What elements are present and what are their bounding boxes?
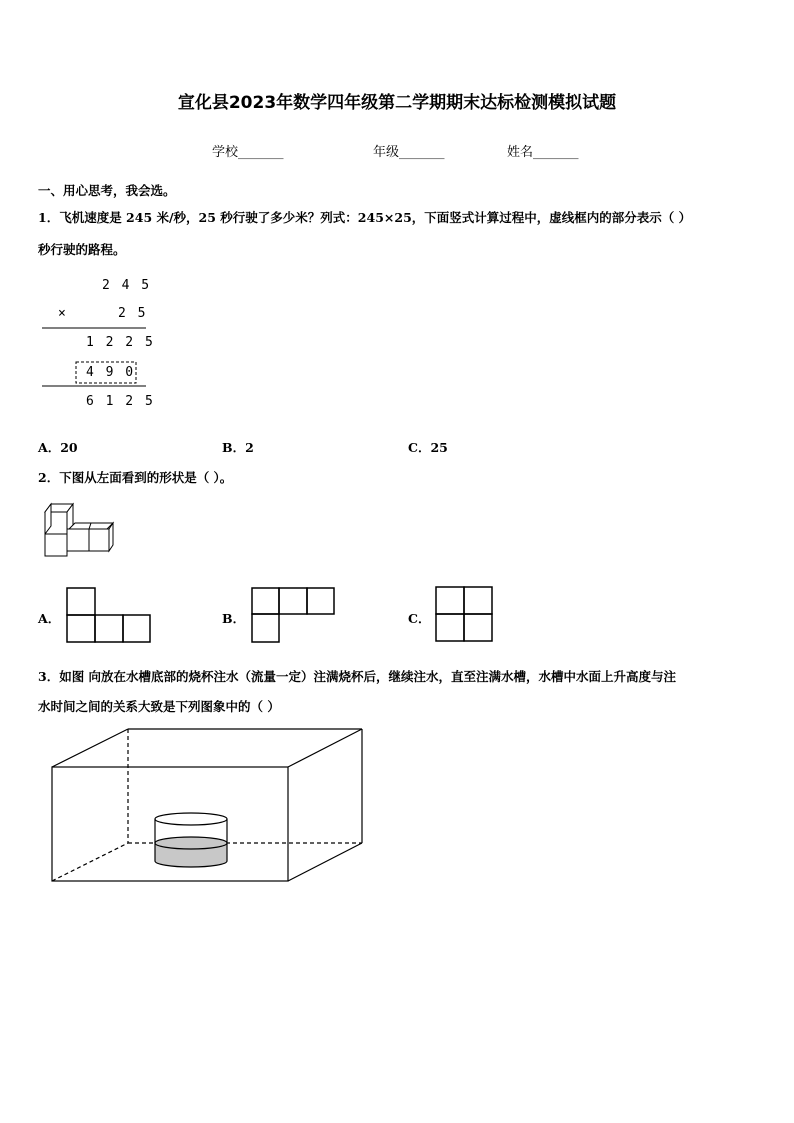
q3-text-line1: 3．如图 向放在水槽底部的烧杯注水（流量一定）注满烧杯后，继续注水，直至注满水槽，水槽中水面上升高度与注 (38, 669, 677, 684)
final-product: 6 1 2 5 (86, 394, 155, 409)
section-heading: 一、用心思考，我会选。 (38, 183, 176, 198)
q1-option-b[interactable]: B．2 (222, 440, 254, 455)
name-field: 姓名_______ (507, 145, 579, 160)
q2-option-c[interactable]: C． (408, 611, 431, 626)
q1-text-line2: 秒行驶的路程。 (38, 242, 126, 257)
q1-text-line1: 1．飞机速度是 245 米/秒，25 秒行驶了多少米？列式：245×25，下面竖式计算过程中，虚线框内的部分表示（ ） (38, 210, 692, 225)
times-sign: × (58, 306, 68, 321)
q2-option-a[interactable]: A． (38, 611, 61, 626)
q1-option-c[interactable]: C．25 (408, 440, 448, 455)
q3-text-line2: 水时间之间的关系大致是下列图象中的（ ） (38, 699, 280, 714)
grade-field: 年级_______ (373, 145, 445, 160)
school-field: 学校_______ (212, 145, 284, 160)
q2-text: 2．下图从左面看到的形状是（ ）。 (38, 470, 233, 485)
multiplicand: 2 4 5 (102, 278, 152, 293)
q1-option-a[interactable]: A．20 (38, 440, 78, 455)
partial-product-2: 4 9 0 (86, 365, 136, 380)
partial-product-1: 1 2 2 5 (86, 335, 155, 350)
multiplier: 2 5 (118, 306, 148, 321)
beaker (155, 813, 227, 867)
q2-option-b[interactable]: B． (222, 611, 246, 626)
page-title: 宣化县2023年数学四年级第二学期期末达标检测模拟试题 (177, 93, 617, 113)
